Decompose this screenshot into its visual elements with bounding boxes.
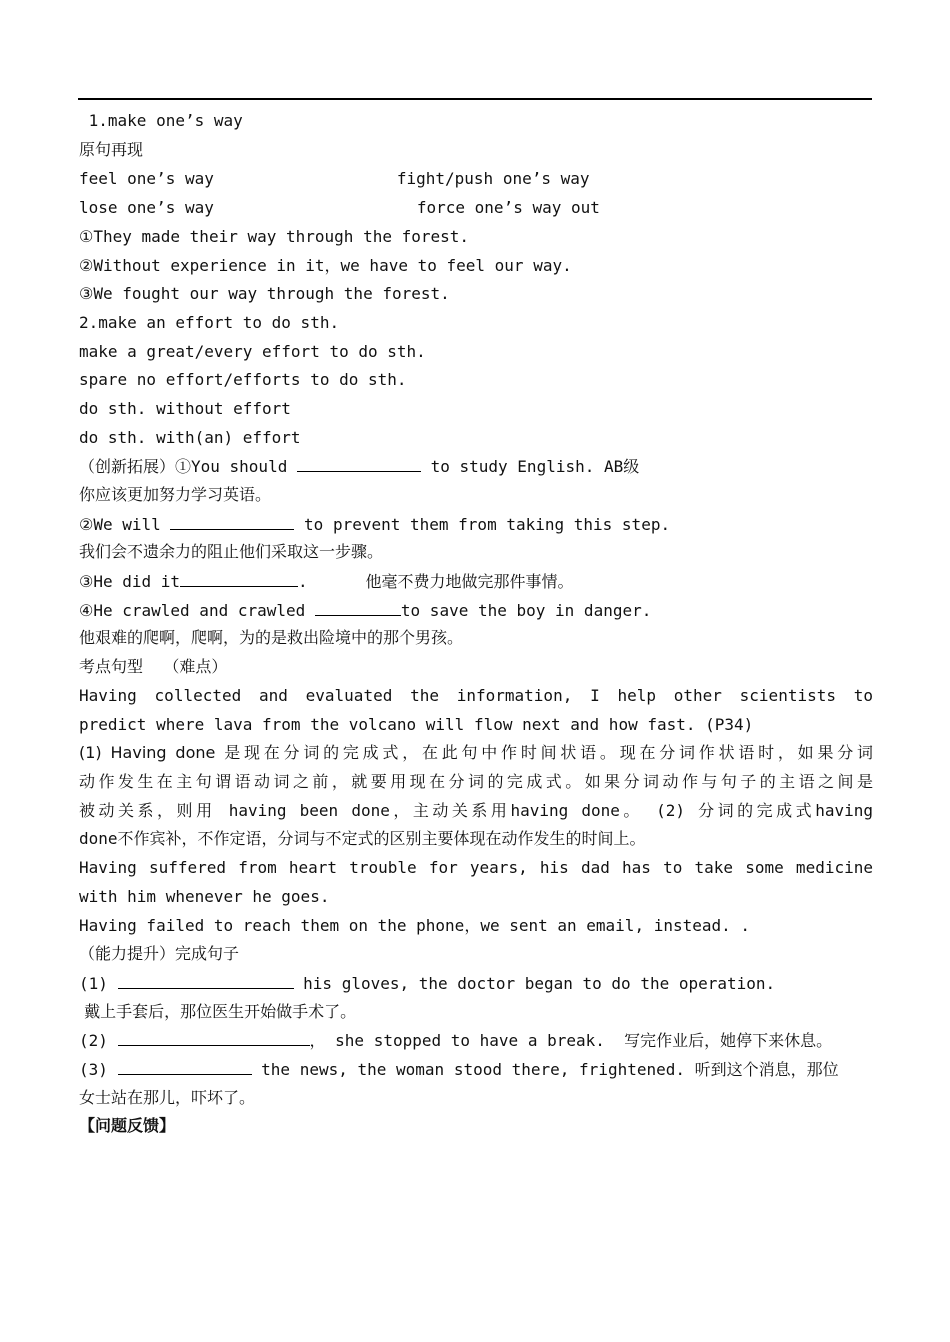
paragraph-line: predict where lava from the volcano will flow next and how fast. (P34) bbox=[79, 715, 754, 734]
answer-blank[interactable] bbox=[118, 1059, 252, 1075]
example-sentence: ②Without experience in it，we have to feel our way. bbox=[79, 256, 572, 275]
header-rule bbox=[78, 98, 872, 100]
exercise-text: the news, the woman stood there, frightened. 听到这个消息，那位 bbox=[251, 1060, 839, 1079]
exercise-text: ②We will bbox=[79, 515, 171, 534]
exercise-sentence bbox=[79, 973, 873, 994]
answer-blank[interactable] bbox=[170, 514, 294, 530]
item-2-heading: 2.make an effort to do sth. bbox=[79, 313, 340, 332]
example-sentence: ③We fought our way through the forest. bbox=[79, 284, 450, 303]
translation: 他艰难的爬啊，爬啊，为的是救出险境中的那个男孩。 bbox=[79, 628, 464, 647]
exercise-text: his gloves, the doctor began to do the operation. bbox=[293, 974, 776, 993]
phrase: feel one’s way bbox=[79, 169, 214, 188]
explanation-line: 动作发生在主句谓语动词之前，就要用现在分词的完成式。如果分词动作与句子的主语之间是 bbox=[79, 772, 873, 791]
example-sentence: ①They made their way through the forest. bbox=[79, 227, 470, 246]
exercise-text: ④He crawled and crawled bbox=[79, 601, 315, 620]
phrase: do sth. without effort bbox=[79, 399, 291, 418]
exercise-text: ③He did it bbox=[79, 572, 181, 591]
exercise-sentence bbox=[79, 514, 873, 535]
paragraph-line: with him whenever he goes. bbox=[79, 887, 330, 906]
translation: 我们会不遗余力的阻止他们采取这一步骤。 bbox=[79, 542, 384, 561]
exercise-text: （创新拓展）①You should bbox=[79, 457, 297, 476]
phrase: make a great/every effort to do sth. bbox=[79, 342, 426, 361]
phrase-row bbox=[79, 198, 873, 218]
section-label-key-sentence: 考点句型 （难点） bbox=[79, 657, 228, 676]
answer-blank[interactable] bbox=[118, 1030, 310, 1046]
answer-blank[interactable] bbox=[297, 456, 421, 472]
explanation-line: done不作宾补，不作定语，分词与不定式的区别主要体现在动作发生的时间上。 bbox=[79, 829, 646, 848]
exercise-text: (3) bbox=[79, 1060, 118, 1079]
paragraph-line: Having suffered from heart trouble for years, his dad has to take some medicine bbox=[79, 858, 873, 877]
exercise-text: . 他毫不费力地做完那件事情。 bbox=[298, 572, 574, 591]
answer-blank[interactable] bbox=[118, 973, 294, 989]
phrase-row bbox=[79, 169, 873, 189]
explanation-line: (1) Having done 是现在分词的完成式，在此句中作时间状语。现在分词作状语时，如果分词 bbox=[79, 743, 873, 762]
translation: 你应该更加努力学习英语。 bbox=[79, 485, 272, 504]
exercise-sentence bbox=[79, 571, 873, 592]
exercise-sentence bbox=[79, 1030, 873, 1051]
translation: 女士站在那儿，吓坏了。 bbox=[79, 1088, 256, 1107]
phrase: spare no effort/efforts to do sth. bbox=[79, 370, 407, 389]
exercise-text: to prevent them from taking this step. bbox=[294, 515, 671, 534]
exercise-text: (2) bbox=[79, 1031, 118, 1050]
answer-blank[interactable] bbox=[315, 600, 401, 616]
phrase: fight/push one’s way bbox=[396, 169, 590, 188]
translation: 戴上手套后，那位医生开始做手术了。 bbox=[79, 1002, 357, 1021]
exercise-sentence bbox=[79, 600, 873, 621]
section-label-feedback: 【问题反馈】 bbox=[79, 1116, 176, 1135]
phrase: force one’s way out bbox=[416, 198, 600, 217]
phrase: lose one’s way bbox=[79, 198, 214, 217]
explanation-line: 被动关系，则用 having been done，主动关系用having done。 (2) 分词的完成式having bbox=[79, 801, 873, 820]
exercise-text: (1) bbox=[79, 974, 118, 993]
exercise-text: ， she stopped to have a break. 写完作业后，她停下来休息。 bbox=[309, 1031, 833, 1050]
paragraph-line: Having failed to reach them on the phone，we sent an email, instead. . bbox=[79, 916, 751, 935]
section-label-original: 原句再现 bbox=[79, 140, 144, 159]
item-1-heading: 1.make one’s way bbox=[79, 111, 243, 130]
answer-blank[interactable] bbox=[180, 571, 298, 587]
section-label-practice: （能力提升）完成句子 bbox=[79, 944, 240, 963]
exercise-sentence bbox=[79, 456, 873, 477]
exercise-text: to study English. AB级 bbox=[420, 457, 640, 476]
exercise-sentence bbox=[79, 1059, 873, 1080]
paragraph-line: Having collected and evaluated the information, I help other scientists to bbox=[79, 686, 873, 705]
phrase: do sth. with(an) effort bbox=[79, 428, 301, 447]
exercise-text: to save the boy in danger. bbox=[400, 601, 652, 620]
